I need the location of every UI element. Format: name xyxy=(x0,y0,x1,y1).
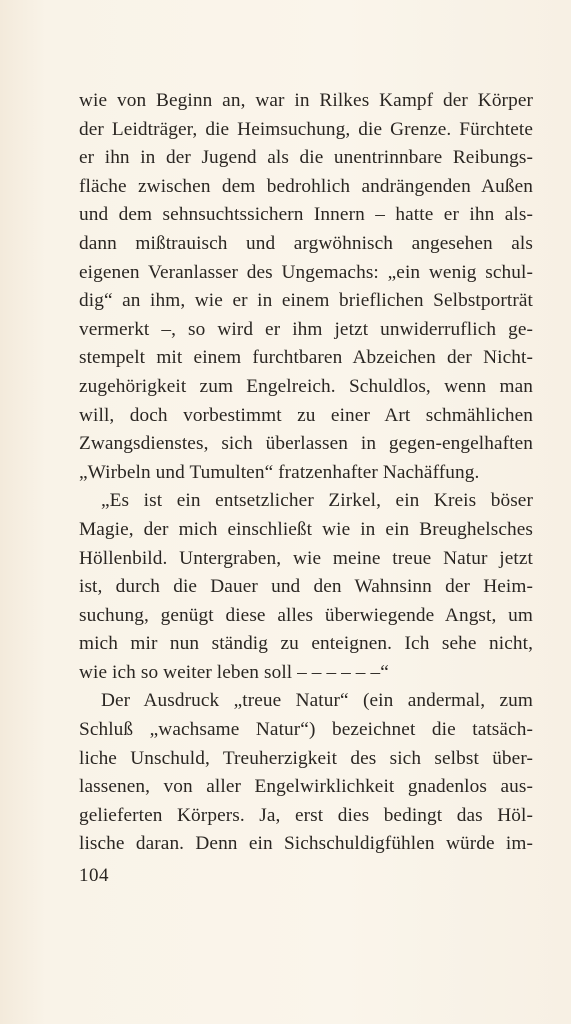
text-line: stempelt mit einem furchtbaren Abzeichen der Nicht- xyxy=(79,347,533,369)
text-line: ist, durch die Dauer und den Wahnsinn der Heim- xyxy=(79,576,533,598)
text-line: Der Ausdruck „treue Natur“ (ein andermal, zum xyxy=(101,690,533,712)
text-line: dig“ an ihm, wie er in einem brieflichen Selbstporträt xyxy=(79,290,533,312)
text-line: „Wirbeln und Tumulten“ fratzenhafter Nachäffung. xyxy=(79,461,480,483)
text-line: lische daran. Denn ein Sichschuldigfühlen würde im- xyxy=(79,833,533,855)
text-line: eigenen Veranlasser des Ungemachs: „ein wenig schul- xyxy=(79,261,533,283)
text-line: dann mißtrauisch und argwöhnisch angesehen als xyxy=(79,232,533,254)
text-line: der Leidträger, die Heimsuchung, die Grenze. Fürchtete xyxy=(79,118,533,140)
text-line: mich mir nun ständig zu enteignen. Ich sehe nicht, xyxy=(79,633,533,655)
text-line: wie ich so weiter leben soll – – – – – –“ xyxy=(79,661,389,683)
body-text xyxy=(79,87,533,859)
text-line: Schluß „wachsame Natur“) bezeichnet die tatsäch- xyxy=(79,719,533,741)
text-line: und dem sehnsuchtssichern Innern – hatte er ihn als- xyxy=(79,204,533,226)
text-line: zugehörigkeit zum Engelreich. Schuldlos, wenn man xyxy=(79,375,533,397)
text-line: lassenen, von aller Engelwirklichkeit gnadenlos aus- xyxy=(79,776,533,798)
text-line: gelieferten Körpers. Ja, erst dies bedingt das Höl- xyxy=(79,804,533,826)
text-line: wie von Beginn an, war in Rilkes Kampf der Körper xyxy=(79,90,533,111)
page-number: 104 xyxy=(79,865,109,886)
text-line: liche Unschuld, Treuherzigkeit des sich selbst über- xyxy=(79,747,533,769)
text-line: Magie, der mich einschließt wie in ein Breughelsches xyxy=(79,518,533,540)
text-line: er ihn in der Jugend als die unentrinnbare Reibungs- xyxy=(79,147,533,169)
text-line: suchung, genügt diese alles überwiegende Angst, um xyxy=(79,604,533,626)
text-line: Höllenbild. Untergraben, wie meine treue Natur jetzt xyxy=(79,547,533,569)
text-line: Zwangsdienstes, sich überlassen in gegen-engelhaften xyxy=(79,433,533,455)
text-line: vermerkt –, so wird er ihm jetzt unwiderruflich ge- xyxy=(79,318,533,340)
text-line: „Es ist ein entsetzlicher Zirkel, ein Kreis böser xyxy=(101,490,533,512)
text-line: will, doch vorbestimmt zu einer Art schmählichen xyxy=(79,404,533,426)
text-line: fläche zwischen dem bedrohlich andrängenden Außen xyxy=(79,175,533,197)
